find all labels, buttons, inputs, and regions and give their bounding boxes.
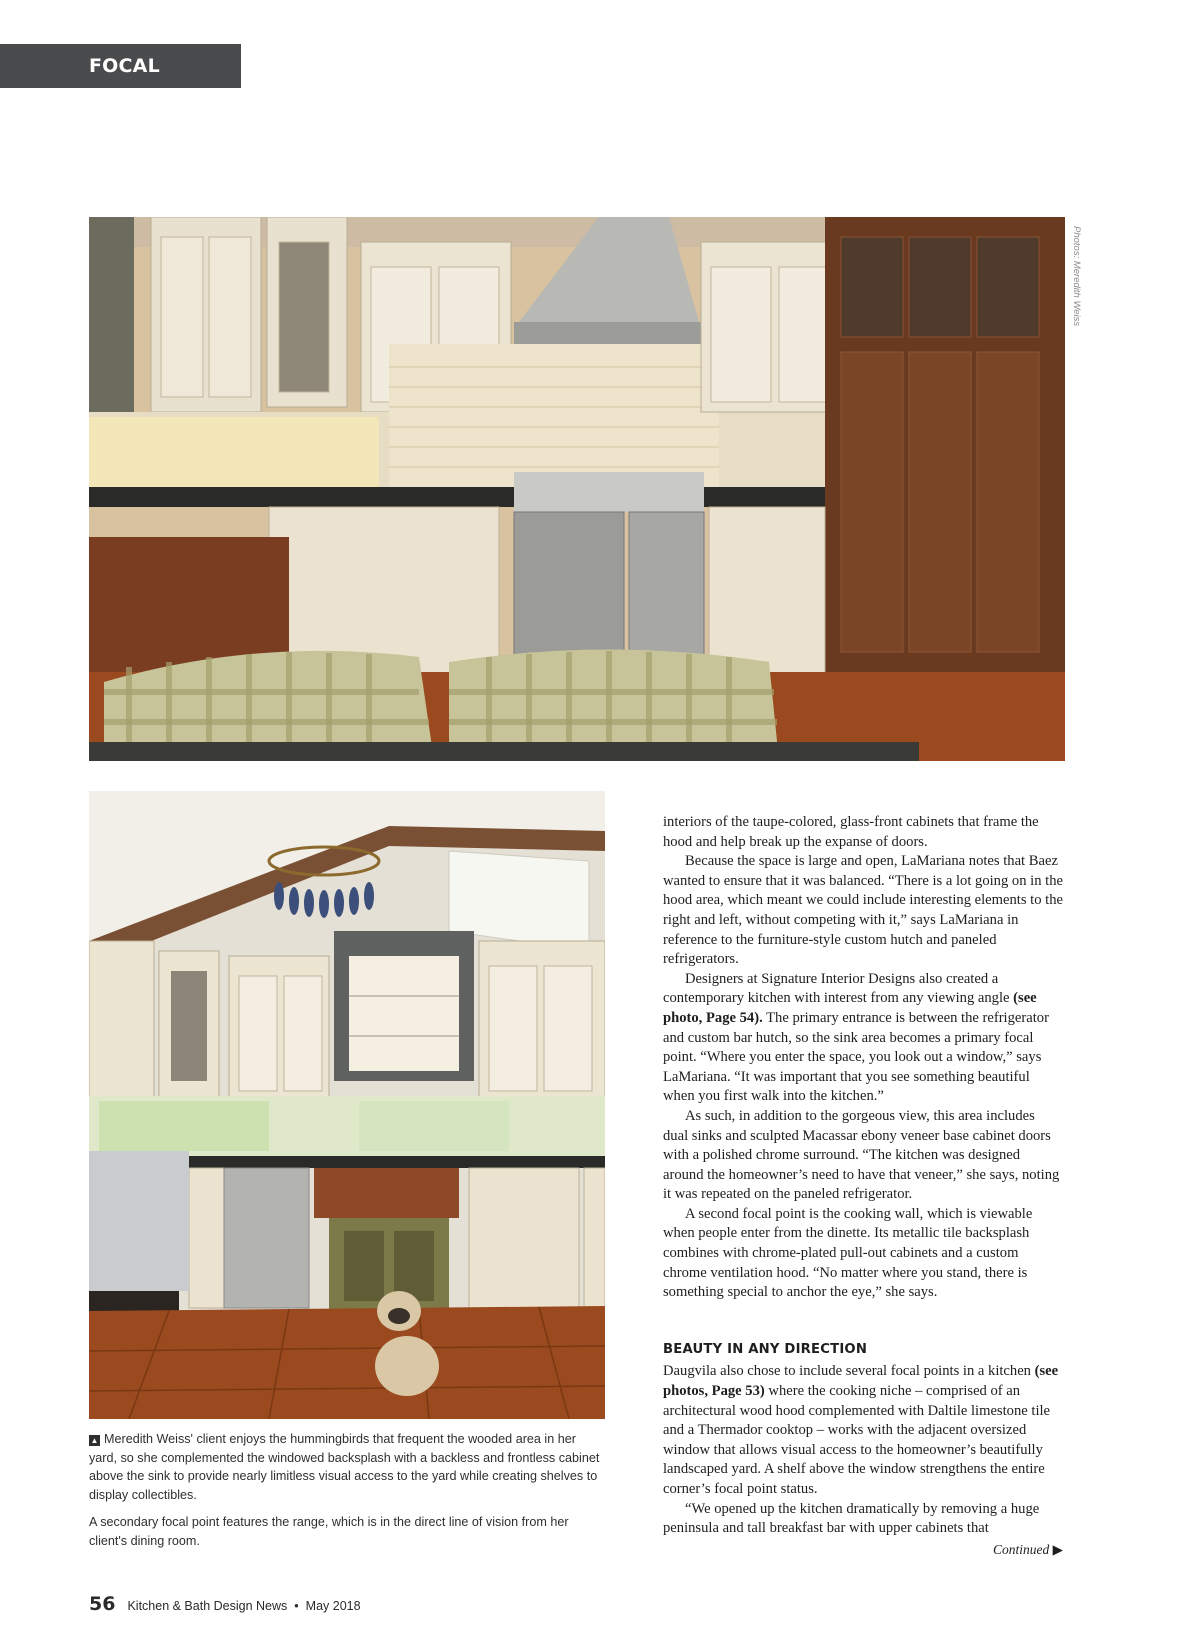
article-paragraph: A second focal point is the cooking wall, which is viewable when people enter from the dinette. Its metallic tile backsplash combines with chrome-plated pull-out cabinets and a custom chrome ventilation hood. “No matter where you stand, there is something special to anchor the eye,” she says.: [663, 1205, 1033, 1301]
up-arrow-icon: ▲: [90, 1436, 99, 1445]
article-paragraph: [663, 970, 1063, 1107]
paragraph-text: where the cooking niche – comprised of an architectural wood hood complemented with Daltile limestone tile and a Thermador cooktop – works with the adjacent oversized window that allows visual access to the homeowner’s beautifully landscaped yard. A shelf above the window strengthens the entire corner’s focal point status.: [663, 1383, 1051, 1497]
photo-reference: (see photos, Page 53): [663, 1363, 1059, 1400]
article-paragraph: [663, 1362, 1063, 1499]
photo-captions: [89, 1430, 605, 1559]
paragraph-text: Daugvila also chose to include several focal points in a kitchen: [663, 1363, 1031, 1380]
page-footer: [89, 1593, 361, 1617]
issue-date: May 2018: [305, 1599, 361, 1613]
publication-name: Kitchen & Bath Design News: [127, 1599, 288, 1613]
caption-secondary: A secondary focal point features the range, which is in the direct line of vision from her client's dining room.: [89, 1515, 569, 1548]
kitchen-range-photo: [89, 217, 1065, 761]
article-body: [663, 813, 1063, 1559]
article-paragraph: “We opened up the kitchen dramatically by removing a huge peninsula and tall breakfast bar with upper cabinets that: [663, 1500, 1040, 1537]
kitchen-sink-photo: [89, 791, 605, 1419]
page-number: 56: [89, 1593, 116, 1615]
article-paragraph: As such, in addition to the gorgeous view, this area includes dual sinks and sculpted Macassar ebony veneer base cabinet doors with a polished chrome surround. “The kitchen was designed around the homeowner’s need to have that veneer,” she says, noting it was repeated on the paneled refrigerator.: [663, 1107, 1060, 1203]
article-paragraph: interiors of the taupe-colored, glass-front cabinets that frame the hood and help break up the expanse of doors.: [663, 814, 1039, 850]
paragraph-text: The primary entrance is between the refrigerator and custom bar hutch, so the sink area becomes a primary focal point. “Where you enter the space, you look out a window,” says LaMariana. “It was important that you see something beautiful when you first walk into the kitchen.”: [663, 1009, 1049, 1105]
article-paragraph: Because the space is large and open, LaMariana notes that Baez wanted to ensure that it was balanced. “There is a lot going on in the hood area, which meant we could include interesting elements to the right and left, without competing with it,” says LaMariana in reference to the furniture-style custom hutch and paneled refrigerators.: [663, 853, 1063, 968]
caption-primary-text: Meredith Weiss' client enjoys the hummingbirds that frequent the wooded area in her yard, so she complemented the windowed backsplash with a backless and frontless cabinet above the sink to provide nearly limitless visual access to the yard while creating shelves to display collectibles.: [89, 1432, 600, 1502]
paragraph-text: Designers at Signature Interior Designs also created a contemporary kitchen with interest from any viewing angle: [663, 970, 1010, 1007]
caption-primary: [89, 1430, 605, 1504]
photo-credit: Photos: Meredith Weiss: [1071, 226, 1082, 327]
footer-separator: •: [294, 1599, 299, 1613]
article-subhead: BEAUTY IN ANY DIRECTION: [663, 1341, 868, 1357]
photo-reference: (see photo, Page 54).: [663, 990, 1037, 1026]
section-header-tab: FOCAL POINTS: [0, 44, 241, 88]
continued-link[interactable]: Continued ▶: [992, 1541, 1063, 1557]
